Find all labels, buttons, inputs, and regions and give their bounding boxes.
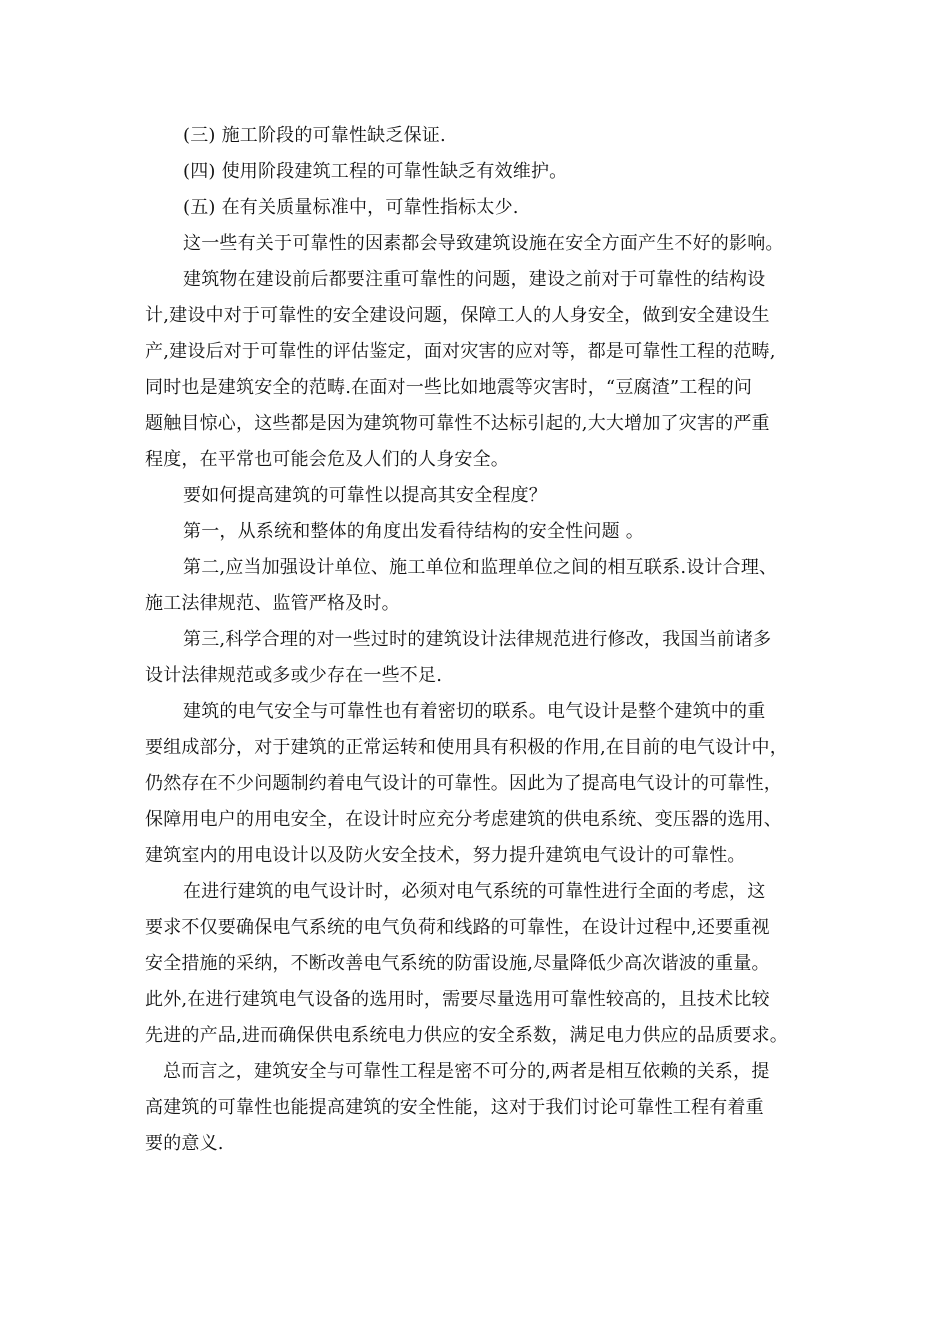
text-line: 建筑室内的用电设计以及防火安全技术，努力提升建筑电气设计的可靠性。 — [145, 845, 746, 866]
text-line: (五) 在有关质量标准中，可靠性指标太少. — [183, 197, 519, 218]
text-line: 第一，从系统和整体的角度出发看待结构的安全性问题 。 — [183, 521, 644, 542]
text-line: (四) 使用阶段建筑工程的可靠性缺乏有效维护。 — [183, 161, 568, 182]
text-line: 计,建设中对于可靠性的安全建设问题，保障工人的人身安全，做到安全建设生 — [145, 305, 770, 326]
text-line: 要的意义. — [145, 1133, 224, 1154]
document-page — [145, 118, 825, 1162]
text-line: 仍然存在不少问题制约着电气设计的可靠性。因此为了提高电气设计的可靠性， — [145, 773, 782, 794]
text-line: 第二,应当加强设计单位、施工单位和监理单位之间的相互联系.设计合理、 — [183, 557, 778, 578]
text-line: 这一些有关于可靠性的因素都会导致建筑设施在安全方面产生不好的影响。 — [183, 233, 784, 254]
text-line: 保障用电户的用电安全，在设计时应充分考虑建筑的供电系统、变压器的选用、 — [145, 809, 782, 830]
text-line: 建筑的电气安全与可靠性也有着密切的联系。电气设计是整个建筑中的重 — [183, 701, 766, 722]
text-line: 施工法律规范、监管严格及时。 — [145, 593, 400, 614]
text-line: 题触目惊心，这些都是因为建筑物可靠性不达标引起的,大大增加了灾害的严重 — [145, 413, 770, 434]
text-line: 要组成部分，对于建筑的正常运转和使用具有积极的作用,在目前的电气设计中， — [145, 737, 788, 758]
text-line: 要求不仅要确保电气系统的电气负荷和线路的可靠性，在设计过程中,还要重视 — [145, 917, 770, 938]
text-line: 同时也是建筑安全的范畴.在面对一些比如地震等灾害时，“豆腐渣”工程的问 — [145, 377, 753, 398]
text-line: 要如何提高建筑的可靠性以提高其安全程度？ — [183, 485, 547, 506]
text-line: 第三,科学合理的对一些过时的建筑设计法律规范进行修改，我国当前诸多 — [183, 629, 772, 650]
text-line: 此外,在进行建筑电气设备的选用时，需要尽量选用可靠性较高的，且技术比较 — [145, 989, 770, 1010]
text-line: 产,建设后对于可靠性的评估鉴定，面对灾害的应对等，都是可靠性工程的范畴, — [145, 341, 776, 362]
text-line: (三) 施工阶段的可靠性缺乏保证. — [183, 125, 446, 146]
text-line: 先进的产品,进而确保供电系统电力供应的安全系数，满足电力供应的品质要求。 — [145, 1025, 788, 1046]
text-line: 安全措施的采纳，不断改善电气系统的防雷设施,尽量降低少高次谐波的重量。 — [145, 953, 770, 974]
text-line: 在进行建筑的电气设计时，必须对电气系统的可靠性进行全面的考虑，这 — [183, 881, 766, 902]
text-line: 高建筑的可靠性也能提高建筑的安全性能，这对于我们讨论可靠性工程有着重 — [145, 1097, 764, 1118]
text-line: 建筑物在建设前后都要注重可靠性的问题，建设之前对于可靠性的结构设 — [183, 269, 766, 290]
text-line: 程度，在平常也可能会危及人们的人身安全。 — [145, 449, 509, 470]
text-line: 设计法律规范或多或少存在一些不足. — [145, 665, 443, 686]
text-line: 总而言之，建筑安全与可靠性工程是密不可分的,两者是相互依赖的关系，提 — [163, 1061, 770, 1082]
